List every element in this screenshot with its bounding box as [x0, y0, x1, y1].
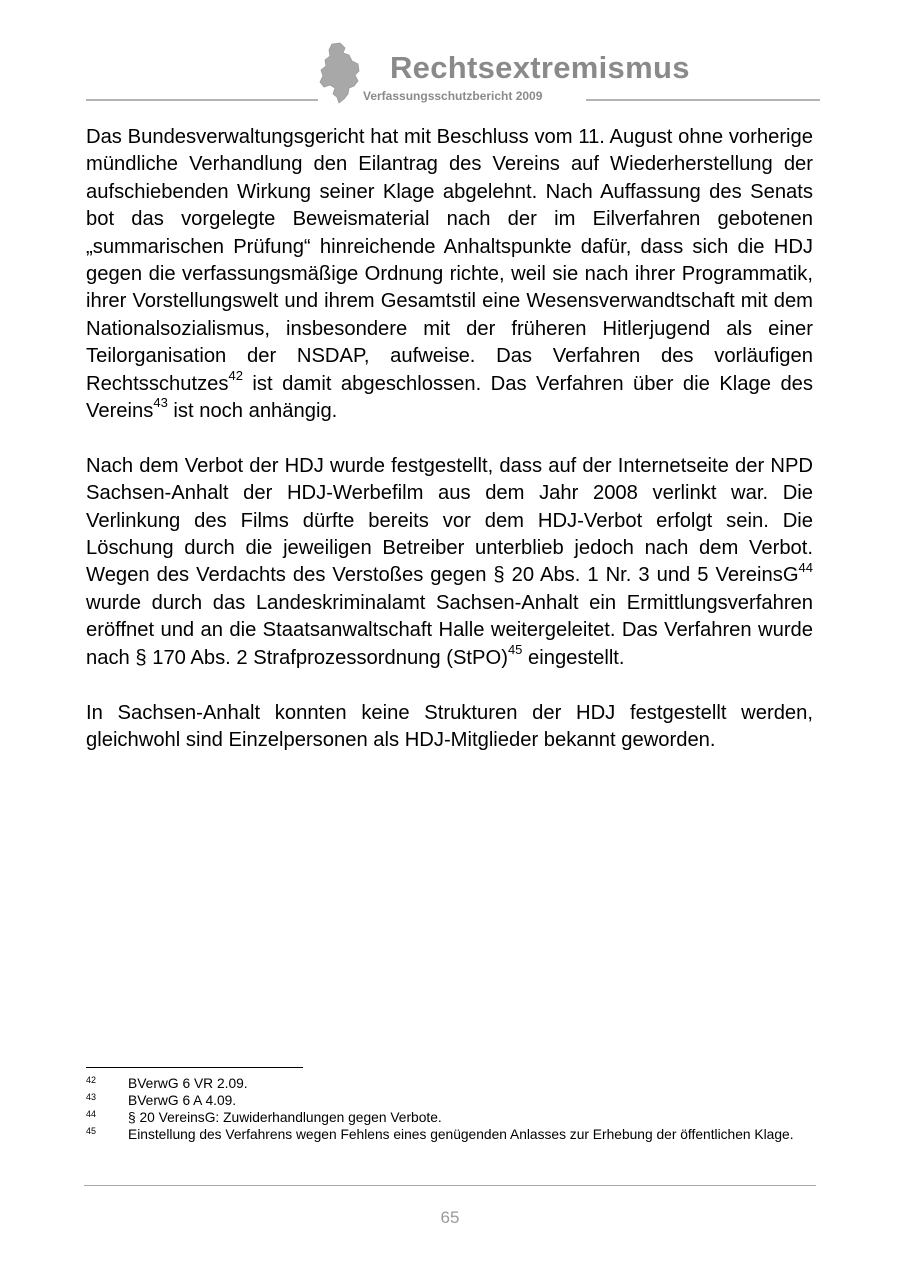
paragraph [86, 700, 813, 755]
paragraph-text: ist damit abgeschlossen. Das Verfahren über die Klage des Vereins [86, 372, 813, 423]
footnote-item [86, 1075, 813, 1092]
footnote-item [86, 1126, 813, 1143]
paragraph-text: Das Bundesverwaltungsgericht hat mit Beschluss vom 11. August ohne vorherige mündliche Verhandlung den Eilantrag des Vereins auf Wiederherstellung der aufschiebenden Wirkung seiner Klage abgelehnt. Nach Auffassung des Senats bot das vorgelegte Beweismaterial nach der im Eilverfahren gebotenen „summarischen Prüfung“ hinreichende Anhaltspunkte dafür, dass sich die HDJ gegen die verfassungsmäßige Ordnung richte, weil sie nach ihrer Programmatik, ihrer Vorstellungswelt und ihrem Gesamtstil eine Wesensverwandtschaft mit dem Nationalsozialismus, insbesondere mit der früheren Hitlerjugend als einer Teilorganisation der NSDAP, aufweise. Das Verfahren des vorläufigen Rechtsschutzes [86, 126, 813, 395]
footnote-text: Einstellung des Verfahrens wegen Fehlens eines genügenden Anlasses zur Erhebung der öffentlichen Klage. [128, 1127, 794, 1142]
footer-rule [84, 1185, 816, 1186]
footnote-reference[interactable]: 44 [798, 559, 813, 575]
header-rule-left [86, 99, 318, 101]
paragraph-text: eingestellt. [522, 646, 625, 669]
footnote-number: 45 [86, 1126, 97, 1136]
footnote-reference[interactable]: 43 [153, 395, 168, 411]
footnote-text: BVerwG 6 VR 2.09. [128, 1076, 248, 1091]
saxony-anhalt-map-icon [318, 42, 362, 104]
footnote-separator [86, 1067, 303, 1068]
footnotes [86, 1075, 813, 1143]
paragraph [86, 124, 813, 425]
paragraph-text: ist noch anhängig. [167, 400, 338, 423]
paragraph-text: Nach dem Verbot der HDJ wurde festgestellt, dass auf der Internetseite der NPD Sachsen-Anhalt der HDJ-Werbefilm aus dem Jahr 2008 verlinkt war. Die Verlinkung des Films dürfte bereits vor dem HDJ-Verbot erfolgt sein. Die Löschung durch die jeweiligen Betreiber unterblieb jedoch nach dem Verbot. Wegen des Verdachts des Verstoßes gegen § 20 Abs. 1 Nr. 3 und 5 VereinsG [86, 454, 813, 587]
page-number: 65 [440, 1208, 460, 1227]
header-title: Rechtsextremismus [390, 50, 690, 85]
footnote-item [86, 1092, 813, 1109]
header-subtitle: Verfassungsschutzbericht 2009 [363, 89, 543, 103]
footnote-reference[interactable]: 45 [507, 641, 523, 657]
header-rule-right [586, 99, 820, 101]
footnote-number: 43 [86, 1092, 97, 1102]
footnote-number: 42 [86, 1075, 97, 1085]
body-text [86, 124, 813, 782]
paragraph-text: In Sachsen-Anhalt konnten keine Strukturen der HDJ festgestellt werden, gleichwohl sind Einzelpersonen als HDJ-Mitglieder bekannt geworden. [86, 701, 813, 751]
footnote-item [86, 1109, 813, 1126]
page-header [0, 0, 900, 110]
footnote-number: 44 [86, 1109, 97, 1119]
paragraph [86, 453, 813, 672]
footnote-text: § 20 VereinsG: Zuwiderhandlungen gegen Verbote. [128, 1110, 442, 1125]
paragraph-text: wurde durch das Landeskriminalamt Sachsen-Anhalt ein Ermittlungsverfahren eröffnet und an die Staatsanwaltschaft Halle weitergeleitet. Das Verfahren wurde nach § 170 Abs. 2 Strafprozessordnung (StPO) [86, 591, 813, 669]
footnote-reference[interactable]: 42 [228, 367, 243, 383]
footnote-text: BVerwG 6 A 4.09. [128, 1093, 237, 1108]
